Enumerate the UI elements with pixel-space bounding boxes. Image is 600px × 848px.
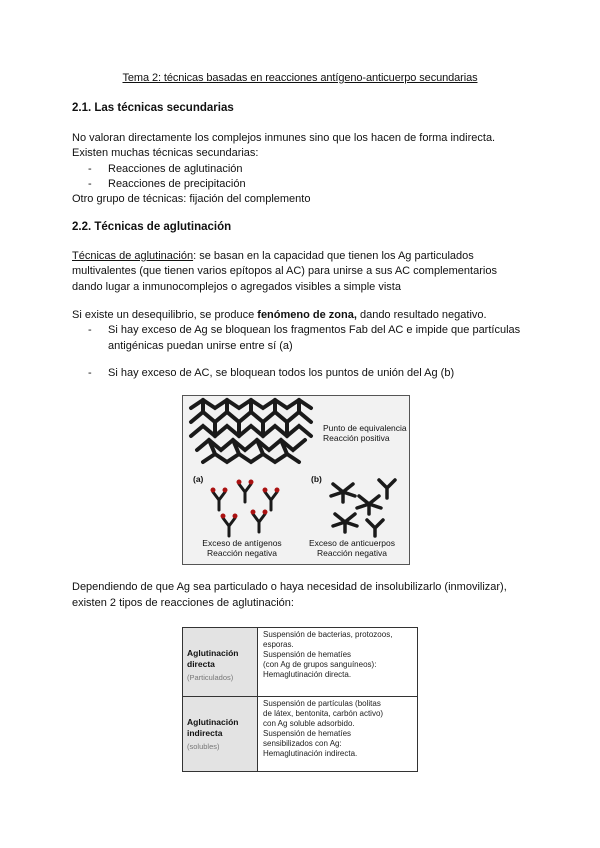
caption-antibody-excess: Exceso de anticuerpos (309, 538, 395, 548)
type-sub: (solubles) (187, 742, 220, 751)
zone-text-pre: Si existe un desequilibrio, se produce (72, 309, 258, 321)
type-name: Aglutinación (187, 717, 239, 727)
paragraph-intro: No valoran directamente los complejos inmunes sino que los hacen de forma indirecta. (72, 132, 496, 144)
description-line: Hemaglutinación directa. (263, 670, 352, 679)
description-line: Suspensión de hematíes (263, 729, 352, 738)
description-line: Hemaglutinación indirecta. (263, 749, 358, 758)
description-line: de látex, bentonita, carbón activo) (263, 709, 384, 718)
description-line: Suspensión de partículas (bolitas (263, 699, 381, 708)
description-line: (con Ag de grupos sanguíneos): (263, 660, 377, 669)
table-cell-description (263, 630, 413, 680)
antibody-excess-clusters (331, 480, 395, 536)
table-row (183, 697, 417, 771)
paragraph-zone (72, 308, 542, 324)
paragraph-list-intro: Existen muchas técnicas secundarias: (72, 147, 259, 159)
list-item: - Reacciones de aglutinación (88, 162, 528, 178)
table-cell-type (183, 697, 258, 771)
list-item-text: Si hay exceso de AC, se bloquean todos los puntos de unión del Ag (b) (108, 367, 455, 379)
table-cell-description (263, 699, 413, 759)
table-row (183, 628, 417, 697)
type-name: Aglutinación (187, 648, 239, 658)
caption-antigen-negative: Reacción negativa (207, 548, 277, 558)
list-item-text: Si hay exceso de Ag se bloquean los fragmentos Fab del AC e impide que partículas antigénicas puedan unirse entre sí (a) (108, 324, 521, 352)
list-item: - Si hay exceso de AC, se bloquean todos los puntos de unión del Ag (b) (88, 366, 528, 382)
paragraph-definition-line2: multivalentes (que tienen varios epítopos al AC) para unirse a sus AC complementarios (72, 265, 497, 277)
description-line: Suspensión de hematíes (263, 650, 352, 659)
label-a: (a) (193, 474, 204, 484)
paragraph-types-line2: existen 2 tipos de reacciones de aglutinación: (72, 597, 294, 609)
description-line: esporas. (263, 640, 294, 649)
zone-term: fenómeno de zona, (257, 309, 357, 321)
paragraph-definition-line1 (72, 249, 542, 265)
definition-rest: : se basan en la capacidad que tienen los Ag particulados (193, 250, 474, 262)
caption-antibody-negative: Reacción negativa (317, 548, 387, 558)
definition-term: Técnicas de aglutinación (72, 250, 194, 262)
antigen-excess-antibodies (213, 484, 277, 536)
list-item-text: Reacciones de precipitación (108, 178, 246, 190)
section-heading-2-1: 2.1. Las técnicas secundarias (72, 102, 234, 114)
type-sub: (Particulados) (187, 673, 234, 682)
label-equivalence: Punto de equivalencia (323, 423, 407, 433)
caption-antigen-excess: Exceso de antígenos (202, 538, 282, 548)
paragraph-complement: Otro grupo de técnicas: fijación del complemento (72, 193, 311, 205)
agglutination-types-table (182, 627, 418, 772)
section-heading-2-2: 2.2. Técnicas de aglutinación (72, 221, 232, 233)
lattice-antibodies (191, 400, 311, 462)
paragraph-types-line1: Dependiendo de que Ag sea particulado o haya necesidad de insolubilizarlo (inmovilizar), (72, 581, 507, 593)
description-line: Suspensión de bacterias, protozoos, (263, 630, 393, 639)
description-line: con Ag soluble adsorbido. (263, 719, 355, 728)
agglutination-figure (182, 395, 410, 565)
table-cell-type (183, 628, 258, 696)
page-title: Tema 2: técnicas basadas en reacciones antígeno-anticuerpo secundarias (122, 72, 478, 84)
list-item-text: Reacciones de aglutinación (108, 163, 243, 175)
label-positive: Reacción positiva (323, 433, 390, 443)
label-b: (b) (311, 474, 322, 484)
type-name: indirecta (187, 728, 223, 738)
description-line: sensibilizados con Ag: (263, 739, 342, 748)
type-name: directa (187, 659, 215, 669)
list-item: - Si hay exceso de Ag se bloquean los fragmentos Fab del AC e impide que partículas antigénicas puedan unirse entre sí (a) (88, 323, 528, 354)
zone-text-post: dando resultado negativo. (356, 309, 487, 321)
list-item: - Reacciones de precipitación (88, 177, 528, 193)
paragraph-definition-line3: dando lugar a inmunocomplejos o agregados visibles a simple vista (72, 281, 401, 293)
